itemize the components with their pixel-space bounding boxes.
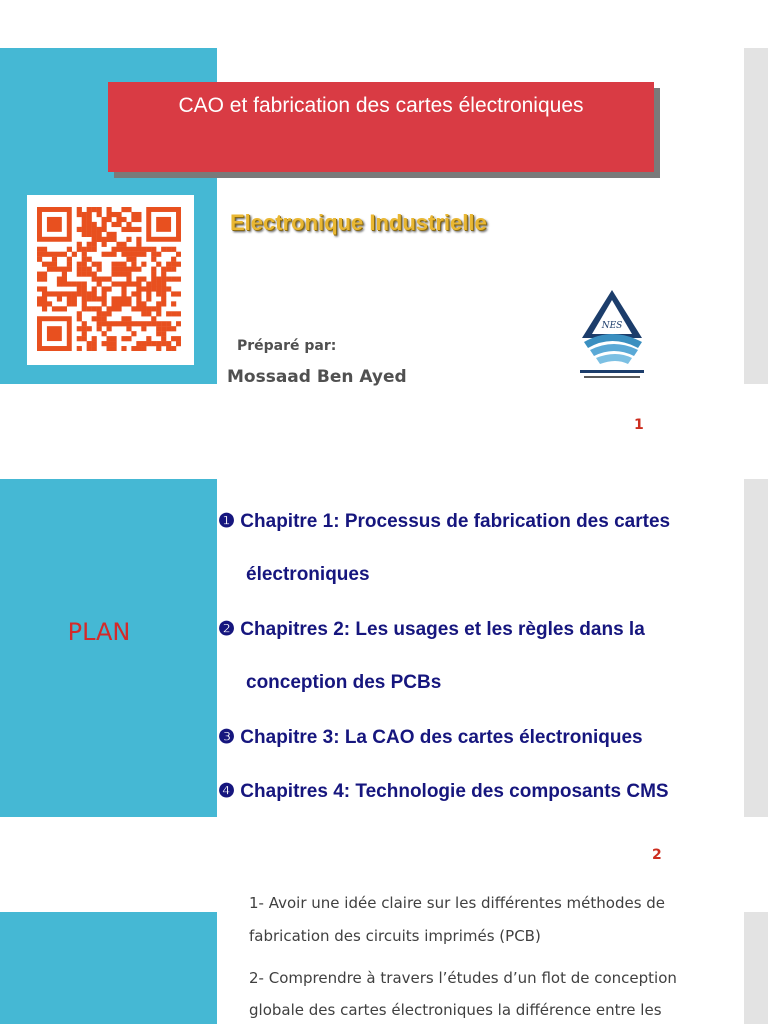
school-logo-icon: [576, 286, 648, 386]
objective-line-3: 2- Comprendre à travers l’études d’un flot de conception: [249, 969, 677, 987]
plan-item-2-cont: conception des PCBs: [246, 672, 442, 693]
plan-item-2: ❷ Chapitres 2: Les usages et les règles dans la: [218, 619, 645, 640]
author-name: Mossaad Ben Ayed: [227, 367, 407, 387]
plan-item-4: ❹ Chapitres 4: Technologie des composants CMS: [218, 781, 669, 802]
prepared-by-label: Préparé par:: [237, 338, 337, 354]
course-name: Electronique Industrielle: [230, 210, 487, 235]
slide1-title-banner: [108, 82, 654, 172]
plan-title: PLAN: [67, 618, 131, 646]
objective-line-1: 1- Avoir une idée claire sur les différentes méthodes de: [249, 894, 666, 912]
slide1-right-strip: [744, 48, 768, 384]
banner-title: CAO et fabrication des cartes électroniques: [178, 94, 584, 117]
slide2-right-strip: [744, 479, 768, 817]
page-number-1: 1: [634, 417, 644, 433]
slide3-blue-band: [0, 912, 217, 1024]
plan-item-1: ❶ Chapitre 1: Processus de fabrication des cartes: [218, 511, 671, 532]
page-number-2: 2: [652, 847, 662, 863]
slide3-right-strip: [744, 912, 768, 1024]
qr-code-icon: [37, 207, 181, 351]
qr-code-box: [27, 195, 194, 365]
plan-item-1-cont: électroniques: [246, 564, 370, 585]
objective-line-4: globale des cartes électroniques la différence entre les: [249, 1001, 662, 1019]
plan-item-3: ❸ Chapitre 3: La CAO des cartes électroniques: [218, 727, 643, 748]
svg-text:NES: NES: [601, 321, 623, 331]
slide2-blue-band: [0, 479, 217, 817]
objective-line-2: fabrication des circuits imprimés (PCB): [249, 927, 541, 945]
